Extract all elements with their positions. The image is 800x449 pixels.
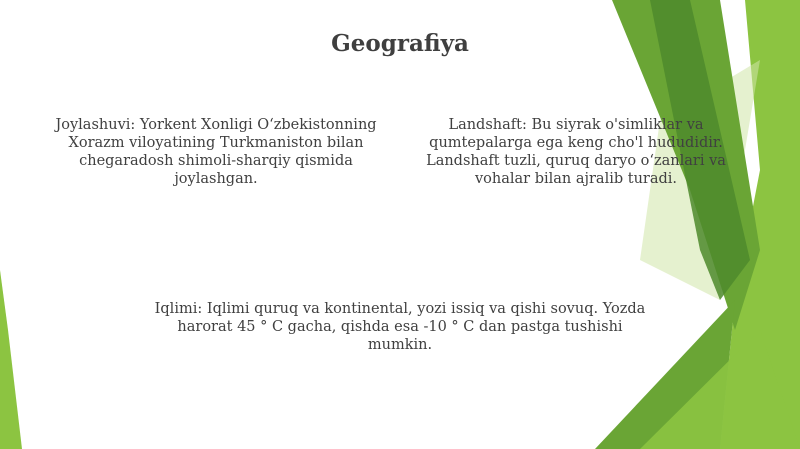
location-text: Joylashuvi: Yorkent Xonligi O‘zbekistonning Xorazm viloyatining Turkmaniston bilan chegaradosh shimoli-sharqiy qismida joylashgan. (55, 117, 377, 187)
landscape-text: Landshaft: Bu siyrak o'simliklar va qumtepalarga ega keng cho'l hududidir. Landshaft tuzli, quruq daryo o‘zanlari va vohalar bilan ajralib turadi. (426, 117, 726, 187)
climate-text: Iqlimi: Iqlimi quruq va kontinental, yozi issiq va qishi sovuq. Yozda harorat 45 ° C gacha, qishda esa -10 ° C dan pastga tushishi mumkin. (154, 301, 646, 353)
slide-title: Geografiya (331, 30, 469, 57)
facet-left-edge (0, 270, 22, 449)
